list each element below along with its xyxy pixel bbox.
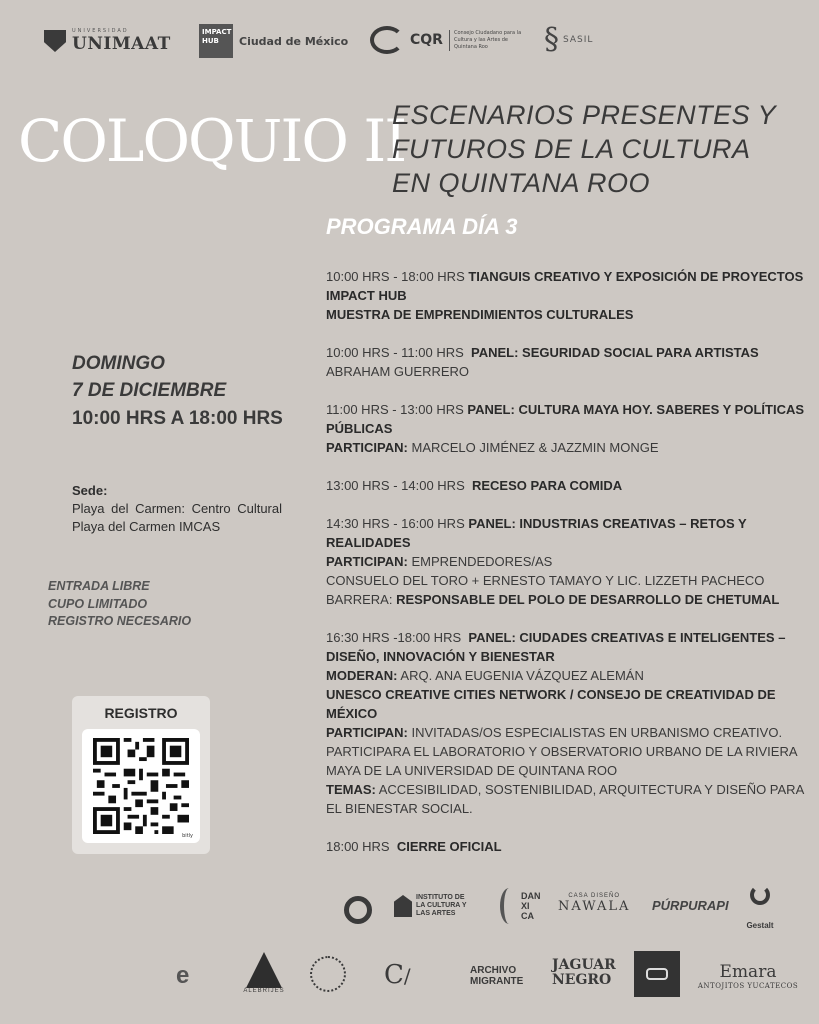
item-temas-label: TEMAS:: [326, 782, 376, 797]
subtitle-line: EN QUINTANA ROO: [392, 168, 651, 198]
item-extra: MUESTRA DE EMPRENDIMIENTOS CULTURALES: [326, 307, 634, 322]
item-time: 16:30 HRS -18:00 HRS: [326, 630, 462, 645]
item-label: PARTICIPAN:: [326, 725, 408, 740]
note-limited: CUPO LIMITADO: [48, 596, 148, 611]
program-item: [326, 837, 814, 856]
infinity-icon: [646, 968, 668, 980]
item-title: RECESO PARA COMIDA: [471, 478, 623, 493]
unimaat-crest-icon: [44, 30, 66, 52]
item-temas-value: ACCESIBILIDAD, SOSTENIBILIDAD, ARQUITECTURA Y DISEÑO PARA EL BIENESTAR SOCIAL.: [326, 782, 804, 816]
sasil-logo: [544, 22, 593, 57]
item-line: ABRAHAM GUERRERO: [326, 364, 470, 379]
item-title: PANEL: CIUDADES CREATIVAS E INTELIGENTES – DISEÑO, INNOVACIÓN Y BIENESTAR: [326, 630, 786, 664]
nawala-top: CASA DISEÑO: [568, 893, 621, 899]
subtitle-line: ESCENARIOS PRESENTES Y: [392, 100, 777, 130]
item-title: TIANGUIS CREATIVO Y EXPOSICIÓN DE PROYECTOS IMPACT HUB: [326, 269, 804, 303]
round-illustrated-logo-icon: [310, 956, 346, 992]
event-date: [72, 350, 283, 434]
item-org: UNESCO CREATIVE CITIES NETWORK / CONSEJO DE CREATIVIDAD DE MÉXICO: [326, 687, 776, 721]
item-time: 10:00 HRS - 11:00 HRS: [326, 345, 464, 360]
alebrijes-mark-icon: [246, 952, 282, 988]
date-day: DOMINGO: [72, 353, 165, 374]
gestalt-name: Gestalt: [746, 921, 774, 930]
item-moderan-label: MODERAN:: [326, 668, 398, 683]
note-free-entry: ENTRADA LIBRE: [48, 579, 150, 593]
item-time: 10:00 HRS - 18:00 HRS: [326, 269, 465, 284]
event-title: COLOQUIO II: [18, 107, 406, 175]
qr-code[interactable]: [82, 729, 200, 843]
item-label: PARTICIPAN:: [326, 440, 408, 455]
subtitle-line: FUTUROS DE LA CULTURA: [392, 134, 751, 164]
note-registration: REGISTRO NECESARIO: [48, 614, 192, 628]
item-title: CIERRE OFICIAL: [396, 839, 502, 854]
item-title: PANEL: CULTURA MAYA HOY. SABERES Y POLÍTICAS PÚBLICAS: [326, 402, 805, 436]
program-list: [326, 267, 814, 875]
jaguar-negro-logo: JAGUAR NEGRO: [552, 957, 616, 988]
danxica-name: DAN XI CA: [521, 891, 541, 921]
cqr-mark-icon: [370, 26, 404, 54]
unimaat-small-text: UNIVERSIDAD: [72, 28, 129, 34]
item-time: 14:30 HRS - 16:00 HRS: [326, 516, 465, 531]
cqr-description: Consejo Ciudadano para la Cultura y las Artes de Quintana Roo: [449, 30, 529, 51]
sasil-name: SASIL: [563, 34, 594, 45]
dark-square-logo-icon: [634, 951, 680, 997]
date-hours: 10:00 HRS A 18:00 HRS: [72, 408, 283, 429]
item-value: EMPRENDEDORES/AS: [411, 554, 553, 569]
program-item: [326, 476, 814, 495]
emara-logo: [696, 962, 800, 990]
danxica-logo: [500, 888, 543, 924]
program-item: [326, 343, 814, 381]
instituto-mark-icon: [394, 895, 412, 917]
impact-hub-city: Ciudad de México: [239, 34, 349, 48]
item-label: PARTICIPAN:: [326, 554, 408, 569]
venue-label: Sede:: [72, 483, 108, 498]
impact-hub-box: IMPACT HUB: [199, 24, 233, 58]
nawala-logo: [558, 893, 630, 914]
alebrijes-logo: [240, 952, 288, 994]
item-title: PANEL: INDUSTRIAS CREATIVAS – RETOS Y REALIDADES: [326, 516, 747, 550]
program-item: [326, 628, 814, 818]
item-line-bold: RESPONSABLE DEL POLO DE DESARROLLO DE CHETUMAL: [396, 592, 780, 607]
event-subtitle: [392, 98, 802, 200]
registration-card[interactable]: [72, 696, 210, 854]
item-time: 11:00 HRS - 13:00 HRS: [326, 402, 464, 417]
emara-name: Emara: [719, 962, 777, 982]
registration-label: REGISTRO: [104, 705, 178, 721]
item-time: 13:00 HRS - 14:00 HRS: [326, 478, 465, 493]
instituto-logo: [394, 894, 471, 918]
program-item: [326, 400, 814, 457]
program-title: PROGRAMA DÍA 3: [326, 214, 518, 239]
alebrijes-name: ALEBRIJES: [243, 988, 285, 994]
c-logo-icon: C/: [384, 960, 411, 990]
item-value: INVITADAS/OS ESPECIALISTAS EN URBANISMO CREATIVO.: [411, 725, 783, 740]
item-line: PARTICIPARA EL LABORATORIO Y OBSERVATORIO URBANO DE LA RIVIERA MAYA DE LA UNIVERSIDAD DE QUINTANA ROO: [326, 744, 797, 778]
venue-text: Playa del Carmen: Centro Cultural Playa del Carmen IMCAS: [72, 501, 282, 534]
impact-hub-logo: [199, 24, 348, 58]
danxica-leaf-icon: [500, 888, 518, 924]
entry-notes: [48, 578, 191, 631]
nawala-name: NAWALA: [558, 899, 631, 914]
date-full: 7 DE DICIEMBRE: [72, 380, 227, 401]
emara-sub: ANTOJITOS YUCATECOS: [697, 982, 799, 990]
qr-code-icon: [93, 738, 189, 834]
program-item: [326, 267, 814, 324]
gestalt-logo: [740, 885, 780, 930]
e-logo-icon: e: [176, 962, 190, 989]
sasil-glyph-icon: §: [544, 22, 559, 57]
venue: [72, 482, 282, 536]
item-moderan-value: ARQ. ANA EUGENIA VÁZQUEZ ALEMÁN: [400, 668, 644, 683]
item-line: CONSUELO DEL TORO + ERNESTO TAMAYO Y LIC. LIZZETH PACHECO BARRERA:: [326, 573, 765, 607]
unimaat-name: UNIMAAT: [72, 34, 171, 54]
spiral-logo-icon: [344, 896, 372, 924]
program-item: [326, 514, 814, 609]
instituto-name: INSTITUTO DE LA CULTURA Y LAS ARTES: [416, 894, 467, 917]
purpura-logo: PÚRPURAPI: [652, 898, 729, 913]
archivo-migrante-logo: ARCHIVO MIGRANTE: [470, 965, 524, 987]
item-time: 18:00 HRS: [326, 839, 390, 854]
cqr-logo: [370, 26, 529, 54]
cqr-name: CQR: [410, 32, 443, 48]
item-value: MARCELO JIMÉNEZ & JAZZMIN MONGE: [411, 440, 659, 455]
item-title: PANEL: SEGURIDAD SOCIAL PARA ARTISTAS: [471, 345, 759, 360]
gestalt-mark-icon: [750, 885, 770, 905]
unimaat-logo: [44, 28, 171, 54]
qr-caption: bitly: [182, 833, 193, 839]
